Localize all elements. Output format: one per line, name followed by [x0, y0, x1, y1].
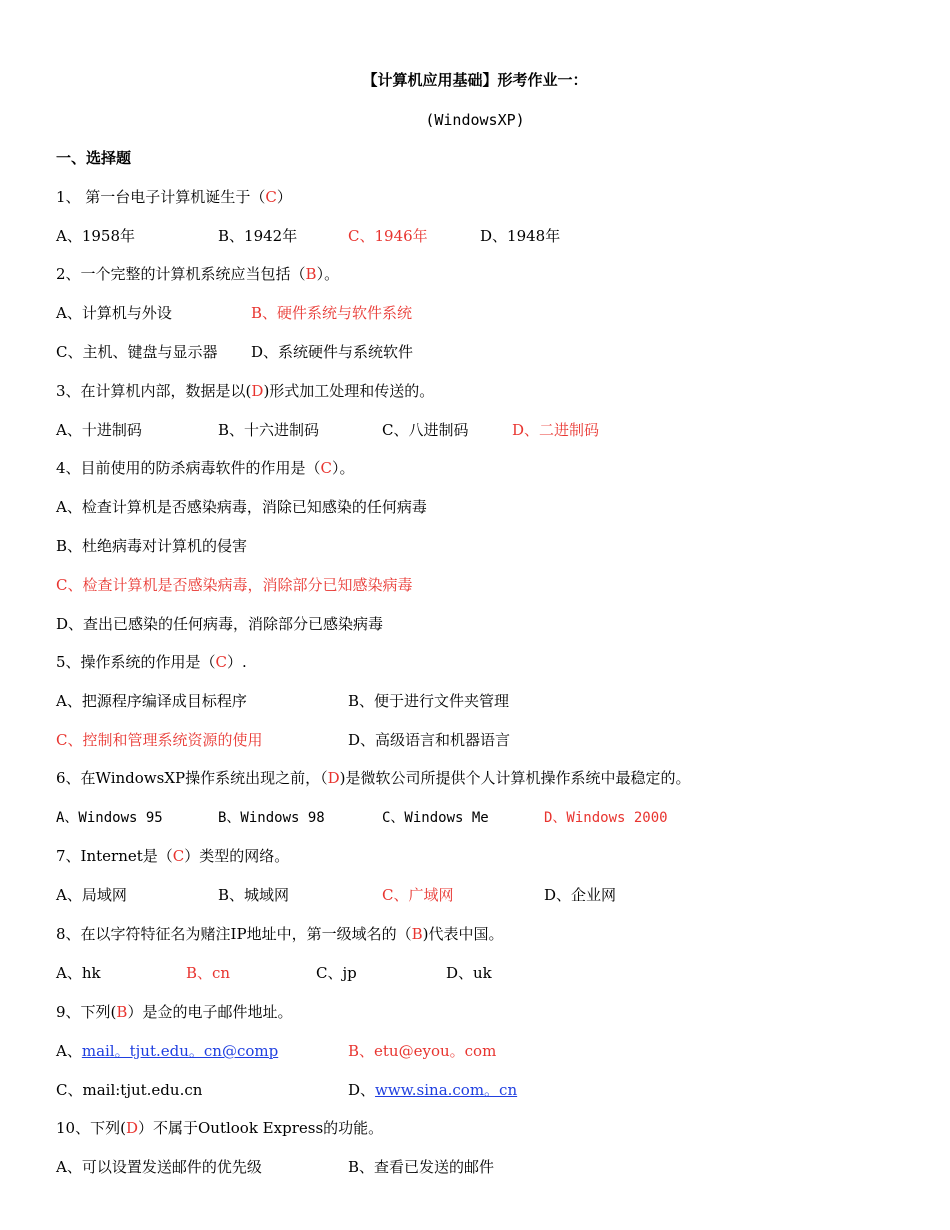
- question-text: 6、在WindowsXP操作系统出现之前，（: [56, 769, 328, 787]
- question-text: 9、下列(: [56, 1003, 117, 1021]
- option-d: D、uk: [446, 964, 492, 982]
- option-c-correct: C、1946年: [348, 227, 428, 245]
- question-text-end: )是微软公司所提供个人计算机操作系统中最稳定的。: [339, 769, 691, 787]
- option-c-correct: C、控制和管理系统资源的使用: [56, 731, 263, 749]
- question-8: [56, 924, 503, 944]
- option-a: A、十进制码: [56, 421, 142, 439]
- option-b: B、Windows 98: [218, 810, 325, 826]
- option-d-correct: D、Windows 2000: [544, 810, 668, 826]
- question-text-end: ）类型的网络。: [184, 847, 290, 865]
- question-3: [56, 381, 434, 401]
- question-text: 3、在计算机内部，数据是以(: [56, 382, 252, 400]
- question-text-end: ）是佥的电子邮件地址。: [127, 1003, 293, 1021]
- answer-letter: C: [265, 188, 277, 206]
- option-d: [348, 1080, 517, 1100]
- option-c: C、Windows Me: [382, 810, 489, 826]
- option-d: D、查出已感染的任何病毒，消除部分已感染病毒: [56, 615, 384, 633]
- option-c: C、jp: [316, 964, 357, 982]
- option-a: A、Windows 95: [56, 810, 163, 826]
- email-link[interactable]: mail。tjut.edu。cn@comp: [81, 1042, 279, 1060]
- section-heading: 一、选择题: [56, 149, 132, 167]
- answer-letter: C: [172, 847, 185, 865]
- option-b: B、十六进制码: [218, 421, 320, 439]
- option-a: A、局域网: [56, 886, 127, 904]
- question-10: [56, 1118, 383, 1138]
- question-text-end: ）。: [332, 459, 355, 477]
- option-b: B、城域网: [218, 886, 290, 904]
- option-b: B、杜绝病毒对计算机的侵害: [56, 537, 248, 555]
- option-a: A、计算机与外设: [56, 304, 172, 322]
- option-d: D、高级语言和机器语言: [348, 731, 511, 749]
- question-4: [56, 458, 355, 478]
- option-d: D、1948年: [480, 227, 561, 245]
- question-1: [56, 187, 292, 207]
- question-2: [56, 264, 339, 284]
- option-c-correct: C、广域网: [382, 886, 454, 904]
- question-text: 10、下列(: [56, 1119, 126, 1137]
- option-b: B、1942年: [218, 227, 298, 245]
- option-b: B、查看已发送的邮件: [348, 1158, 495, 1176]
- answer-letter: B: [411, 925, 423, 943]
- option-d: D、系统硬件与系统软件: [251, 343, 414, 361]
- option-b: B、便于进行文件夹管理: [348, 692, 510, 710]
- question-text-end: ）。: [316, 265, 340, 283]
- question-text-end: ）: [276, 188, 292, 206]
- answer-letter: D: [327, 769, 340, 787]
- question-text: 7、Internet是（: [56, 847, 173, 865]
- question-6: [56, 768, 691, 788]
- question-7: [56, 846, 289, 866]
- question-text: 5、操作系统的作用是（: [56, 653, 216, 671]
- question-5: [56, 652, 247, 672]
- option-c: C、主机、键盘与显示器: [56, 343, 218, 361]
- answer-letter: B: [305, 265, 317, 283]
- option-a: A、检查计算机是否感染病毒，消除已知感染的任何病毒: [56, 498, 427, 516]
- answer-letter: D: [125, 1119, 138, 1137]
- web-link[interactable]: www.sina.com。cn: [375, 1081, 518, 1099]
- option-a: A、把源程序编译成目标程序: [56, 692, 247, 710]
- question-text: 8、在以字符特征名为赌注IP地址中，第一级域名的（: [56, 925, 412, 943]
- answer-letter: B: [116, 1003, 128, 1021]
- option-c-correct: C、检查计算机是否感染病毒，消除部分已知感染病毒: [56, 576, 413, 594]
- page-title: 【计算机应用基础】形考作业一：: [362, 71, 588, 89]
- option-b-correct: B、etu@eyou。com: [348, 1042, 497, 1060]
- question-text-end: ）.: [227, 653, 247, 671]
- question-text: 4、目前使用的防杀病毒软件的作用是（: [56, 459, 321, 477]
- option-b-correct: B、硬件系统与软件系统: [251, 304, 413, 322]
- question-9: [56, 1002, 292, 1022]
- option-a-prefix: A、: [56, 1042, 82, 1060]
- question-text-end: )代表中国。: [422, 925, 504, 943]
- option-b-correct: B、cn: [186, 964, 231, 982]
- option-c: C、mail:tjut.edu.cn: [56, 1081, 203, 1099]
- question-text-end: )形式加工处理和传送的。: [263, 382, 435, 400]
- question-text: 2、一个完整的计算机系统应当包括（: [56, 265, 306, 283]
- option-c: C、八进制码: [382, 421, 469, 439]
- option-d: D、企业网: [544, 886, 617, 904]
- answer-letter: D: [251, 382, 264, 400]
- option-d-correct: D、二进制码: [512, 421, 600, 439]
- option-a: A、可以设置发送邮件的优先级: [56, 1158, 262, 1176]
- page-subtitle: (WindowsXP): [425, 111, 525, 129]
- question-text: 1、 第一台电子计算机诞生于（: [56, 188, 266, 206]
- question-text-end: ）不属于Outlook Express的功能。: [137, 1119, 384, 1137]
- answer-letter: C: [320, 459, 333, 477]
- option-a: A、1958年: [56, 227, 136, 245]
- option-a: [56, 1041, 278, 1061]
- answer-letter: C: [215, 653, 228, 671]
- option-a: A、hk: [56, 964, 101, 982]
- option-d-prefix: D、: [348, 1081, 376, 1099]
